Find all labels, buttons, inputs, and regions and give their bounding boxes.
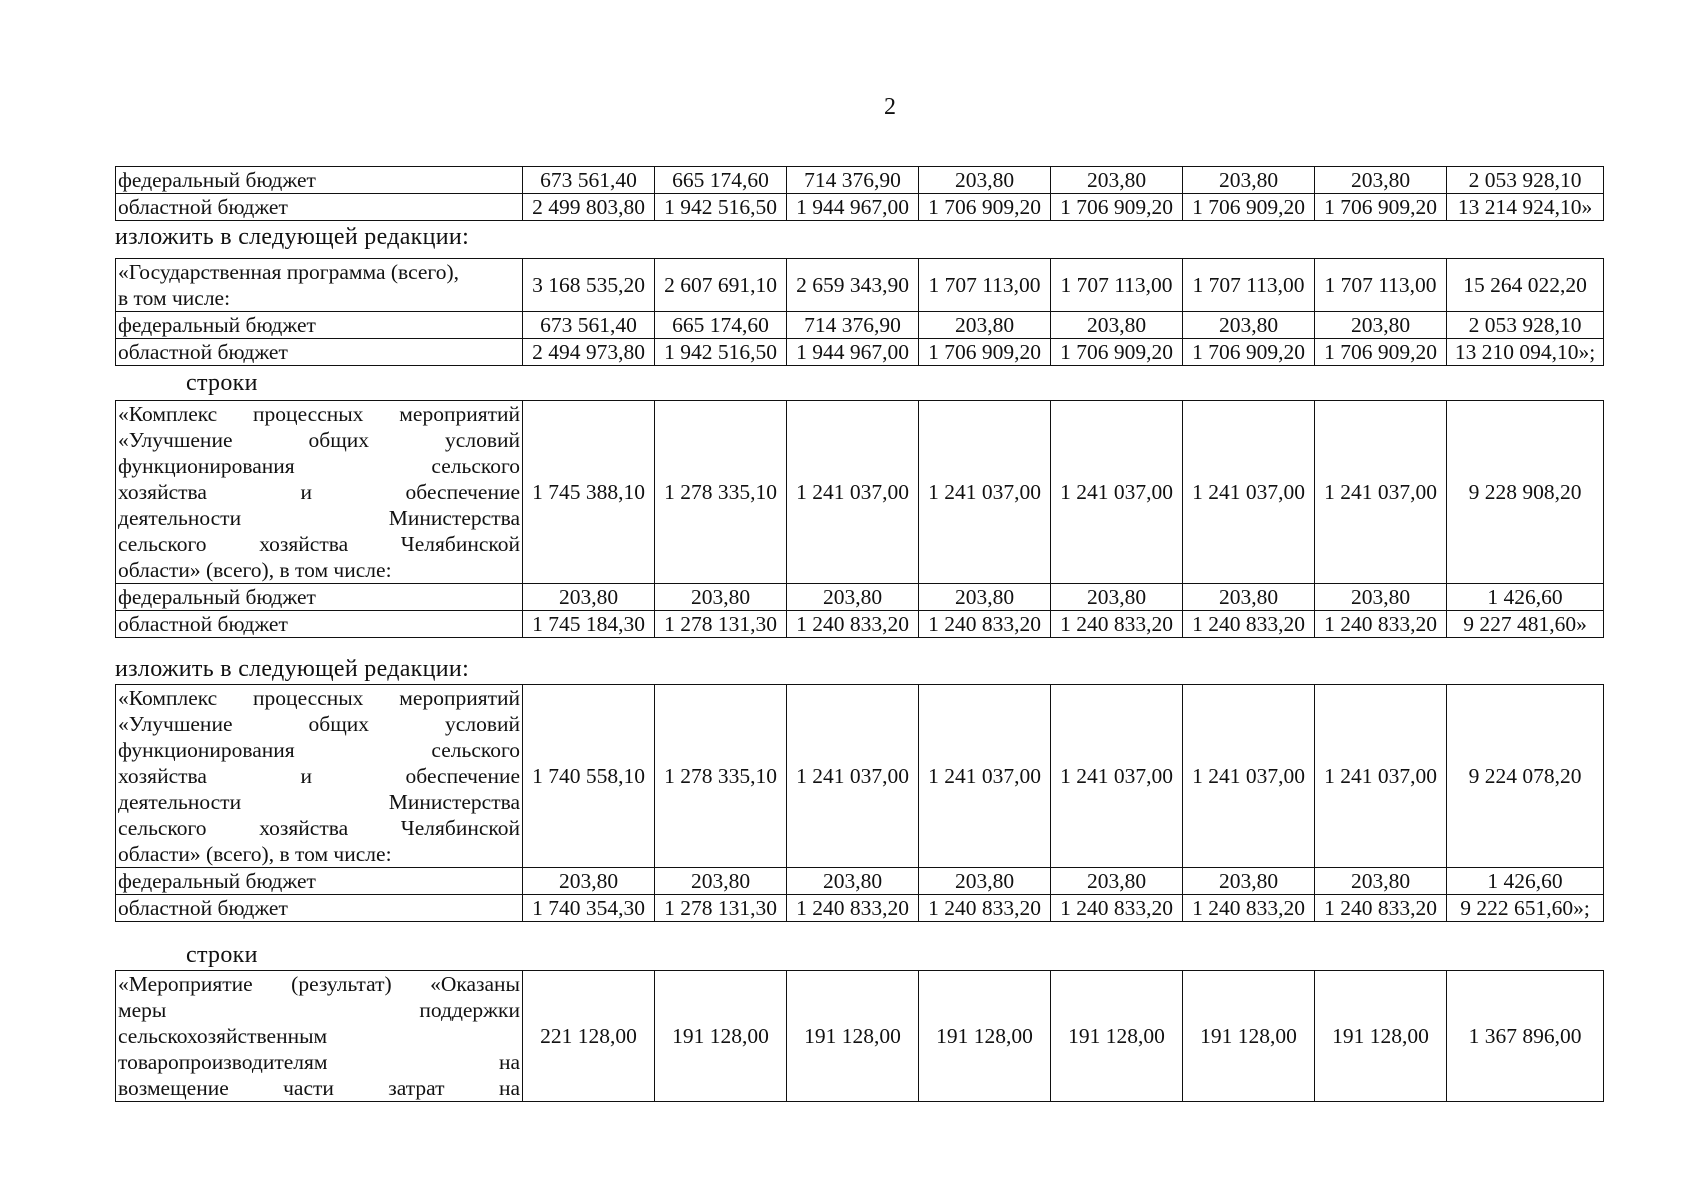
- cell: 1 706 909,20: [1315, 194, 1447, 221]
- budget-table-continued: [115, 166, 1604, 221]
- table-row-federal: [116, 584, 1604, 611]
- cell: 1 740 354,30: [523, 895, 655, 922]
- cell: 1 706 909,20: [1051, 339, 1183, 366]
- cell: 665 174,60: [655, 167, 787, 194]
- cell: 1 740 558,10: [523, 685, 655, 868]
- label-line: «Комплекс процессных мероприятий: [118, 686, 520, 710]
- cell: 1 240 833,20: [919, 895, 1051, 922]
- cell: 2 659 343,90: [787, 259, 919, 312]
- row-label: федеральный бюджет: [116, 868, 523, 895]
- cell-total: 13 214 924,10»: [1447, 194, 1604, 221]
- heading-rows: строки: [186, 370, 258, 396]
- cell: 203,80: [1183, 167, 1315, 194]
- budget-table-program: [115, 258, 1604, 366]
- cell: 1 240 833,20: [1183, 611, 1315, 638]
- cell: 1 240 833,20: [787, 611, 919, 638]
- cell: 1 706 909,20: [1183, 339, 1315, 366]
- cell: 203,80: [1315, 167, 1447, 194]
- table-row-main: [116, 401, 1604, 584]
- cell: 1 241 037,00: [919, 401, 1051, 584]
- label-line: товаропроизводителям на: [118, 1050, 520, 1074]
- cell: 203,80: [919, 584, 1051, 611]
- cell: 1 241 037,00: [1183, 685, 1315, 868]
- cell: 673 561,40: [523, 167, 655, 194]
- table-row-federal: [116, 868, 1604, 895]
- cell: 1 707 113,00: [1315, 259, 1447, 312]
- cell: 1 706 909,20: [1315, 339, 1447, 366]
- cell: 714 376,90: [787, 167, 919, 194]
- cell: 191 128,00: [655, 971, 787, 1102]
- cell-total: 9 222 651,60»;: [1447, 895, 1604, 922]
- cell: 203,80: [919, 312, 1051, 339]
- row-label: федеральный бюджет: [116, 312, 523, 339]
- cell: 203,80: [1183, 584, 1315, 611]
- budget-table-measure: [115, 970, 1604, 1102]
- cell: 203,80: [1183, 312, 1315, 339]
- cell: 203,80: [1051, 584, 1183, 611]
- cell: 1 745 388,10: [523, 401, 655, 584]
- label-line: деятельности Министерства: [118, 506, 520, 530]
- heading-rows: строки: [186, 942, 258, 968]
- cell: 221 128,00: [523, 971, 655, 1102]
- cell: 1 240 833,20: [787, 895, 919, 922]
- label-line: деятельности Министерства: [118, 790, 520, 814]
- cell: 2 499 803,80: [523, 194, 655, 221]
- cell: 1 707 113,00: [1183, 259, 1315, 312]
- label-line: возмещение части затрат на: [118, 1076, 520, 1100]
- cell: 203,80: [1315, 868, 1447, 895]
- row-label-main: [116, 971, 523, 1102]
- row-label: федеральный бюджет: [116, 584, 523, 611]
- table-row-main: [116, 685, 1604, 868]
- cell: 1 706 909,20: [1051, 194, 1183, 221]
- cell: 1 240 833,20: [1051, 895, 1183, 922]
- cell: 1 241 037,00: [1051, 685, 1183, 868]
- cell: 2 494 973,80: [523, 339, 655, 366]
- row-label: областной бюджет: [116, 611, 523, 638]
- table-row-main: [116, 259, 1604, 312]
- cell: 203,80: [1051, 868, 1183, 895]
- cell: 203,80: [655, 584, 787, 611]
- cell-total: 2 053 928,10: [1447, 167, 1604, 194]
- label-line: функционирования сельского: [118, 738, 520, 762]
- row-label: областной бюджет: [116, 194, 523, 221]
- cell: 1 706 909,20: [919, 194, 1051, 221]
- cell: 1 241 037,00: [787, 685, 919, 868]
- cell-total: 9 227 481,60»: [1447, 611, 1604, 638]
- cell: 1 278 131,30: [655, 895, 787, 922]
- cell-total: 1 426,60: [1447, 584, 1604, 611]
- cell: 203,80: [1051, 312, 1183, 339]
- row-label: областной бюджет: [116, 339, 523, 366]
- table-row-federal: [116, 167, 1604, 194]
- table-row-regional: [116, 895, 1604, 922]
- label-line: «Улучшение общих условий: [118, 428, 520, 452]
- label-line: функционирования сельского: [118, 454, 520, 478]
- cell: 1 944 967,00: [787, 194, 919, 221]
- cell: 1 707 113,00: [919, 259, 1051, 312]
- cell: 1 240 833,20: [1183, 895, 1315, 922]
- cell: 1 240 833,20: [1315, 895, 1447, 922]
- row-label-main: [116, 685, 523, 868]
- cell: 1 241 037,00: [787, 401, 919, 584]
- cell: 191 128,00: [919, 971, 1051, 1102]
- cell: 1 707 113,00: [1051, 259, 1183, 312]
- heading-edit: изложить в следующей редакции:: [115, 224, 470, 250]
- cell: 1 240 833,20: [1315, 611, 1447, 638]
- cell: 2 607 691,10: [655, 259, 787, 312]
- cell-total: 15 264 022,20: [1447, 259, 1604, 312]
- cell: 203,80: [787, 868, 919, 895]
- cell: 1 241 037,00: [1183, 401, 1315, 584]
- cell: 1 241 037,00: [1315, 401, 1447, 584]
- cell: 203,80: [523, 868, 655, 895]
- label-line: «Комплекс процессных мероприятий: [118, 402, 520, 426]
- label-line: сельского хозяйства Челябинской: [118, 816, 520, 840]
- cell-total: 9 224 078,20: [1447, 685, 1604, 868]
- table-row-regional: [116, 194, 1604, 221]
- table-row-regional: [116, 611, 1604, 638]
- cell: 203,80: [655, 868, 787, 895]
- cell: 1 706 909,20: [919, 339, 1051, 366]
- cell: 1 706 909,20: [1183, 194, 1315, 221]
- label-line: «Мероприятие (результат) «Оказаны: [118, 972, 520, 996]
- cell-total: 9 228 908,20: [1447, 401, 1604, 584]
- cell: 1 745 184,30: [523, 611, 655, 638]
- cell: 191 128,00: [1051, 971, 1183, 1102]
- cell: 1 240 833,20: [1051, 611, 1183, 638]
- label-line: хозяйства и обеспечение: [118, 480, 520, 504]
- cell-total: 1 426,60: [1447, 868, 1604, 895]
- row-label: областной бюджет: [116, 895, 523, 922]
- cell: 1 944 967,00: [787, 339, 919, 366]
- label-line: в том числе:: [118, 286, 231, 310]
- cell: 1 240 833,20: [919, 611, 1051, 638]
- cell: 203,80: [919, 167, 1051, 194]
- cell: 3 168 535,20: [523, 259, 655, 312]
- cell: 203,80: [787, 584, 919, 611]
- cell: 1 278 131,30: [655, 611, 787, 638]
- label-line: меры поддержки: [118, 998, 520, 1022]
- cell: 1 942 516,50: [655, 194, 787, 221]
- cell: 665 174,60: [655, 312, 787, 339]
- table-row-main: [116, 971, 1604, 1102]
- cell: 1 278 335,10: [655, 685, 787, 868]
- cell-total: 1 367 896,00: [1447, 971, 1604, 1102]
- cell: 714 376,90: [787, 312, 919, 339]
- cell: 191 128,00: [1315, 971, 1447, 1102]
- row-label: федеральный бюджет: [116, 167, 523, 194]
- cell: 1 241 037,00: [1315, 685, 1447, 868]
- cell: 1 241 037,00: [919, 685, 1051, 868]
- cell: 203,80: [1183, 868, 1315, 895]
- cell: 191 128,00: [787, 971, 919, 1102]
- table-row-regional: [116, 339, 1604, 366]
- label-line: сельского хозяйства Челябинской: [118, 532, 520, 556]
- label-line: хозяйства и обеспечение: [118, 764, 520, 788]
- cell-total: 13 210 094,10»;: [1447, 339, 1604, 366]
- cell-total: 2 053 928,10: [1447, 312, 1604, 339]
- cell: 673 561,40: [523, 312, 655, 339]
- cell: 203,80: [919, 868, 1051, 895]
- cell: 1 278 335,10: [655, 401, 787, 584]
- cell: 1 942 516,50: [655, 339, 787, 366]
- label-line: «Улучшение общих условий: [118, 712, 520, 736]
- cell: 203,80: [523, 584, 655, 611]
- page-number: 2: [884, 94, 896, 120]
- cell: 203,80: [1315, 312, 1447, 339]
- label-line: «Государственная программа (всего),: [118, 260, 459, 284]
- label-line: области» (всего), в том числе:: [118, 558, 392, 582]
- cell: 203,80: [1051, 167, 1183, 194]
- cell: 203,80: [1315, 584, 1447, 611]
- cell: 1 241 037,00: [1051, 401, 1183, 584]
- table-row-federal: [116, 312, 1604, 339]
- label-line: области» (всего), в том числе:: [118, 842, 392, 866]
- cell: 191 128,00: [1183, 971, 1315, 1102]
- heading-edit: изложить в следующей редакции:: [115, 656, 470, 682]
- budget-table-complex-old: [115, 400, 1604, 638]
- row-label-main: [116, 259, 523, 312]
- label-line: сельскохозяйственным: [118, 1024, 328, 1048]
- budget-table-complex-new: [115, 684, 1604, 922]
- row-label-main: [116, 401, 523, 584]
